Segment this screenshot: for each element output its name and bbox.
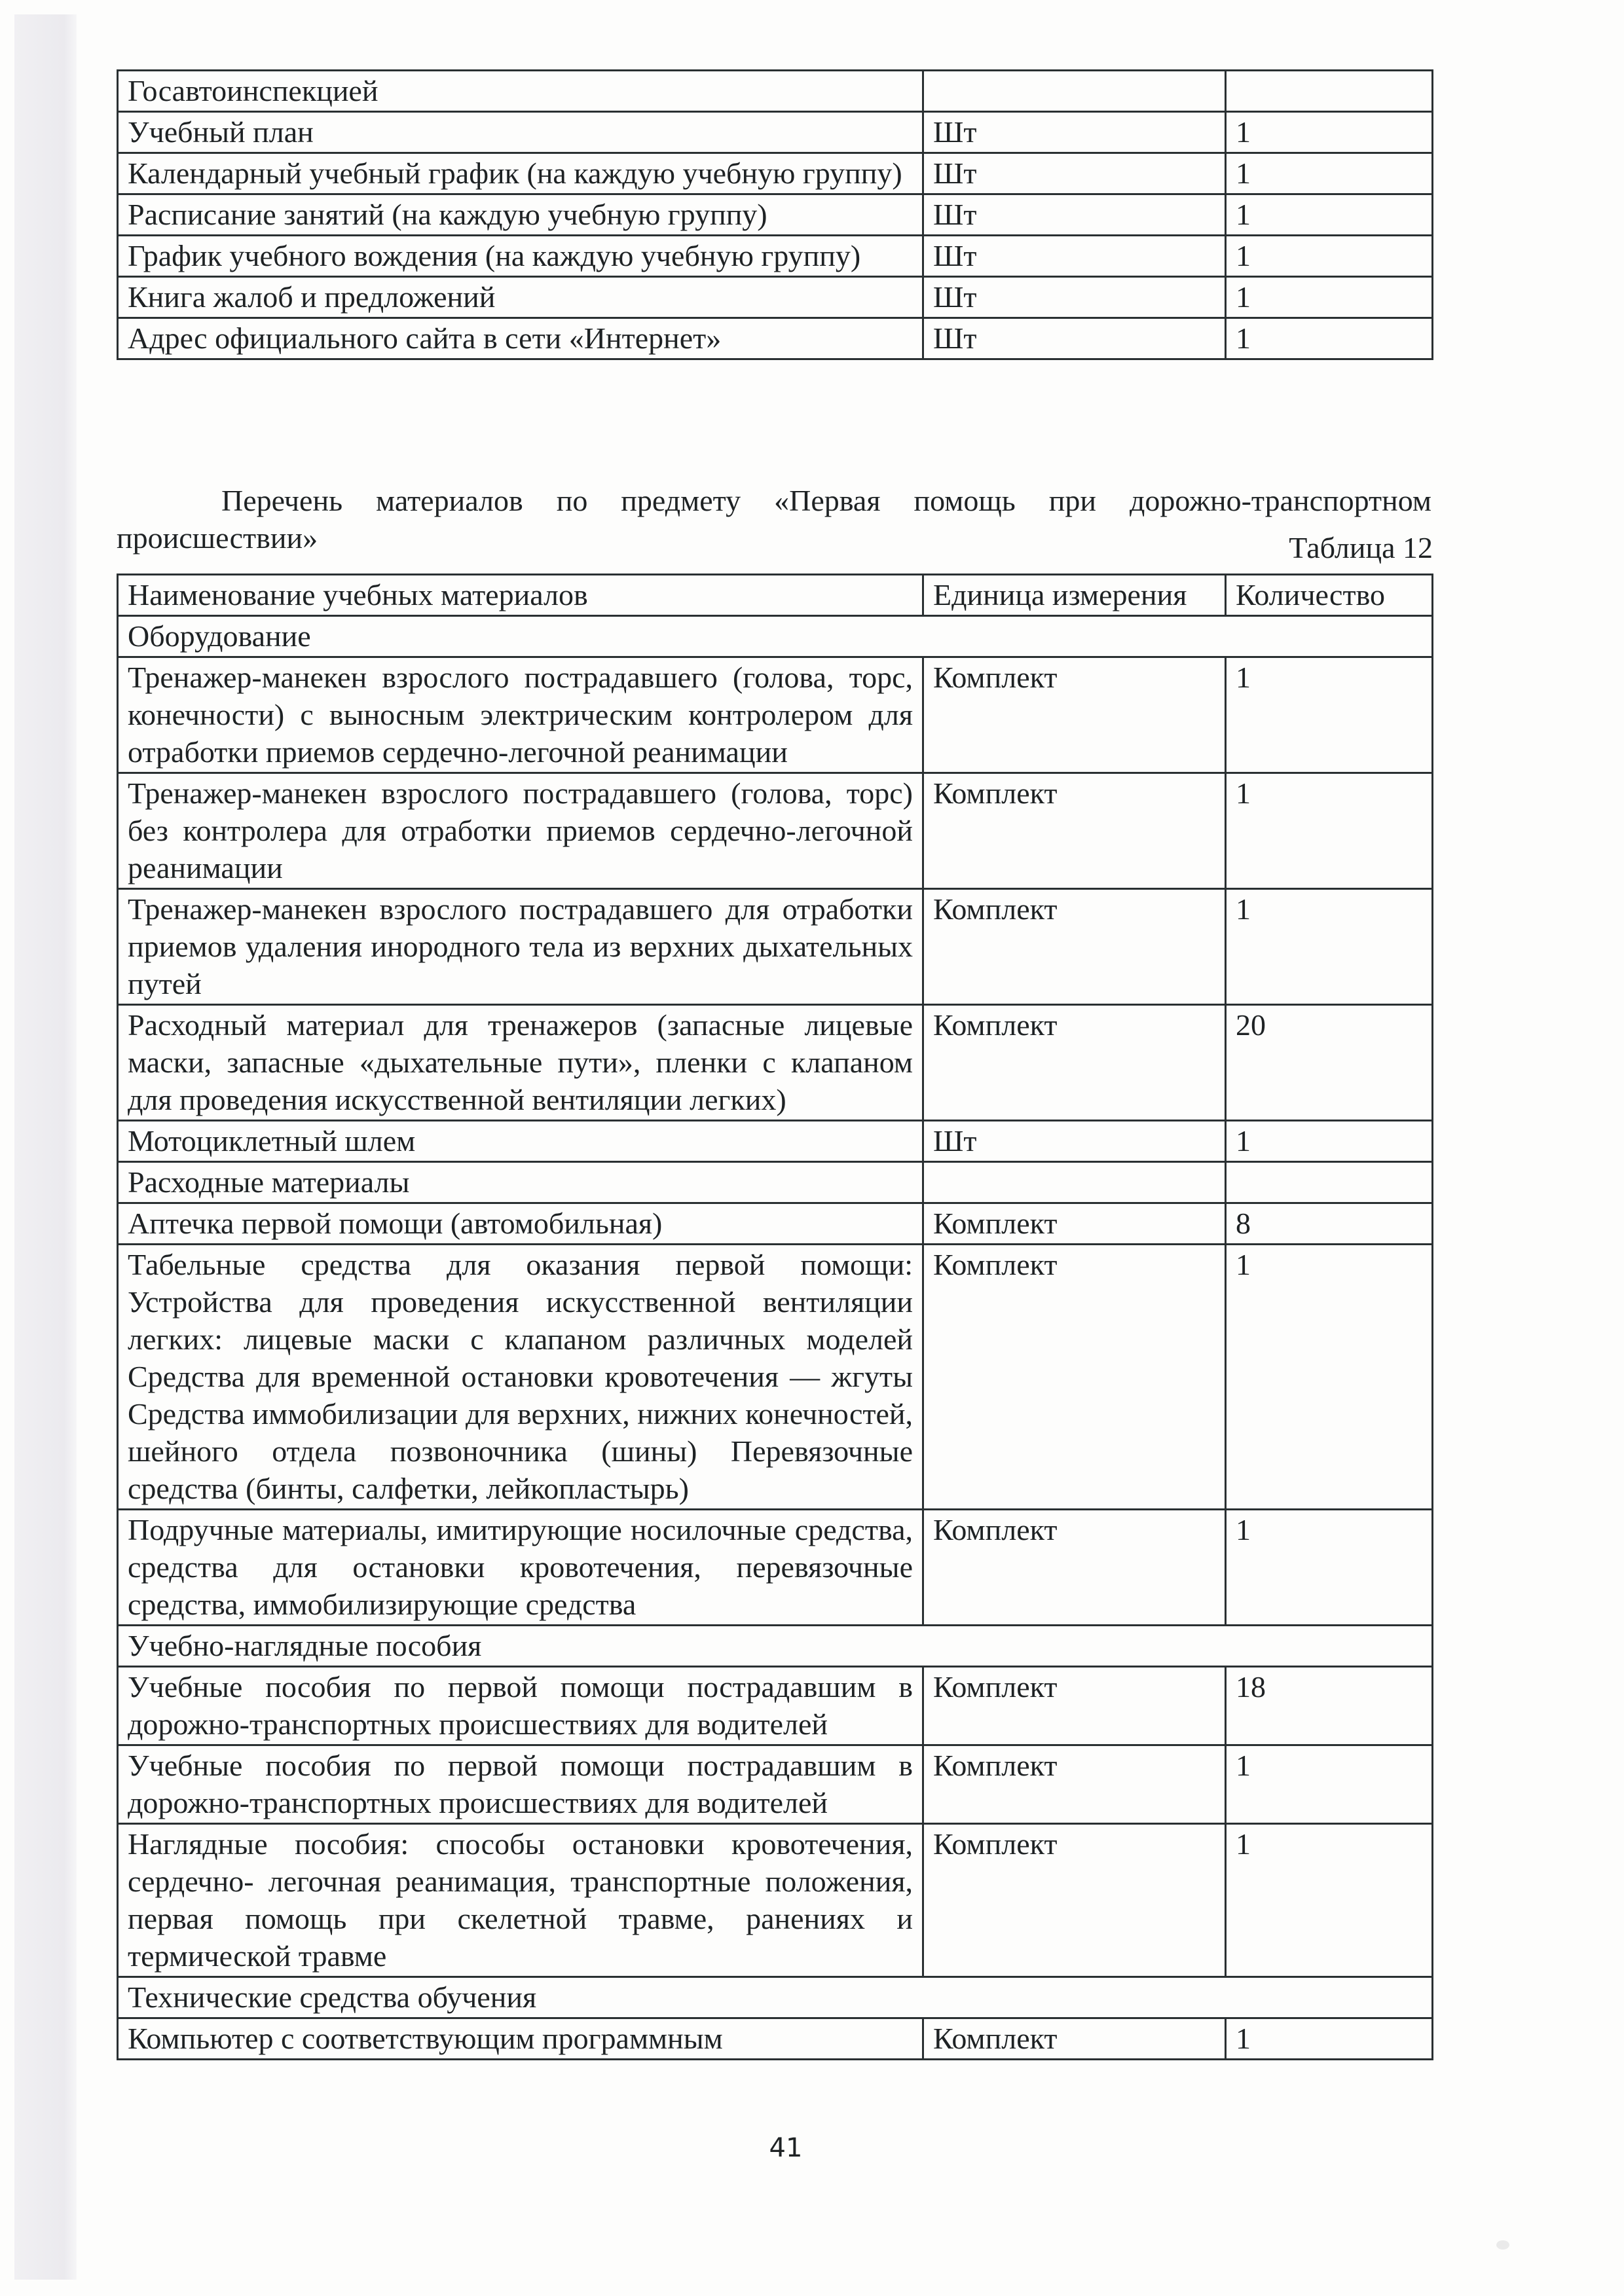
item-unit: Шт [923,277,1226,318]
section-row [118,616,1433,657]
item-unit: Шт [923,112,1226,153]
table-row [118,318,1433,359]
item-quantity: 8 [1226,1203,1433,1245]
item-quantity: 1 [1226,1245,1433,1510]
header-quantity: Количество [1226,575,1433,616]
table-row [118,236,1433,277]
item-name: Книга жалоб и предложений [118,277,923,318]
item-name: Тренажер-манекен взрослого пострадавшего (голова, торс, конечности) с выносным электрическим контролером для отработки приемов сердечно-легочной реанимации [118,657,923,773]
item-unit: Комплект [923,2018,1226,2060]
item-quantity: 1 [1226,194,1433,236]
section-row [118,1162,1433,1203]
item-name: Расписание занятий (на каждую учебную группу) [118,194,923,236]
item-quantity: 20 [1226,1005,1433,1121]
item-quantity: 1 [1226,2018,1433,2060]
section-title: Учебно-наглядные пособия [118,1626,1433,1667]
item-name: Тренажер-манекен взрослого пострадавшего (голова, торс) без контролера для отработки приемов сердечно-легочной реанимации [118,773,923,889]
item-unit: Комплект [923,1005,1226,1121]
item-unit: Шт [923,236,1226,277]
item-name: Аптечка первой помощи (автомобильная) [118,1203,923,1245]
item-unit: Комплект [923,773,1226,889]
scan-speck [1496,2240,1509,2250]
item-name: Учебные пособия по первой помощи пострадавшим в дорожно-транспортных происшествиях для водителей [118,1667,923,1745]
table-row [118,71,1433,112]
item-name: Учебные пособия по первой помощи пострадавшим в дорожно-транспортных происшествиях для водителей [118,1745,923,1824]
item-unit: Комплект [923,1203,1226,1245]
empty-cell [923,1162,1226,1203]
header-name: Наименование учебных материалов [118,575,923,616]
item-unit: Шт [923,194,1226,236]
item-name: Расходный материал для тренажеров (запасные лицевые маски, запасные «дыхательные пути», пленки с клапаном для проведения искусственной вентиляции легких) [118,1005,923,1121]
section-title: Расходные материалы [118,1162,923,1203]
item-name: Мотоциклетный шлем [118,1121,923,1162]
table-caption: Таблица 12 [1289,531,1433,564]
item-name: Адрес официального сайта в сети «Интернет» [118,318,923,359]
table-row [118,277,1433,318]
table-row [118,1824,1433,1977]
item-quantity: 1 [1226,1121,1433,1162]
table-row [118,1121,1433,1162]
section-intro-text: Перечень материалов по предмету «Первая помощь при дорожно-транспортном происшествии» [117,484,1431,555]
table-row [118,889,1433,1005]
section-title: Технические средства обучения [118,1977,1433,2018]
table-row [118,1745,1433,1824]
item-quantity: 1 [1226,236,1433,277]
table-row [118,773,1433,889]
item-name: Компьютер с соответствующим программным [118,2018,923,2060]
table-row [118,657,1433,773]
item-quantity: 1 [1226,318,1433,359]
table-row [118,194,1433,236]
item-unit: Комплект [923,889,1226,1005]
section-row [118,1626,1433,1667]
item-name: Тренажер-манекен взрослого пострадавшего для отработки приемов удаления инородного тела из верхних дыхательных путей [118,889,923,1005]
table-row [118,1667,1433,1745]
table-row [118,153,1433,194]
table-row [118,1203,1433,1245]
item-quantity: 1 [1226,277,1433,318]
header-unit: Единица измерения [923,575,1226,616]
table-row [118,1245,1433,1510]
table-row [118,112,1433,153]
empty-cell [1226,1162,1433,1203]
scan-shadow [14,14,77,2280]
item-quantity: 1 [1226,1824,1433,1977]
item-unit: Комплект [923,1510,1226,1626]
item-quantity: 1 [1226,153,1433,194]
item-quantity: 1 [1226,112,1433,153]
item-quantity: 18 [1226,1667,1433,1745]
item-unit: Шт [923,153,1226,194]
item-quantity: 1 [1226,889,1433,1005]
item-name: Табельные средства для оказания первой помощи: Устройства для проведения искусственной вентиляции легких: лицевые маски с клапаном различных моделей Средства для временной остановки кровотечения — жгуты Средства иммобилизации для верхних, нижних конечностей, шейного отдела позвоночника (шины) Перевязочные средства (бинты, салфетки, лейкопластырь) [118,1245,923,1510]
item-quantity: 1 [1226,1745,1433,1824]
table-row [118,1510,1433,1626]
item-unit: Шт [923,318,1226,359]
item-unit: Комплект [923,1667,1226,1745]
section-row [118,1977,1433,2018]
item-name: Подручные материалы, имитирующие носилочные средства, средства для остановки кровотечения, перевязочные средства, иммобилизирующие средства [118,1510,923,1626]
first-aid-materials-table [117,574,1433,2060]
item-name: Календарный учебный график (на каждую учебную группу) [118,153,923,194]
page-number: 41 [769,2133,803,2163]
table-header-row [118,575,1433,616]
item-quantity [1226,71,1433,112]
item-unit: Комплект [923,657,1226,773]
item-name: Наглядные пособия: способы остановки кровотечения, сердечно- легочная реанимация, транспортные положения, первая помощь при скелетной травме, ранениях и термической травме [118,1824,923,1977]
continued-documents-table [117,69,1433,360]
item-quantity: 1 [1226,1510,1433,1626]
item-unit: Комплект [923,1824,1226,1977]
table-row [118,2018,1433,2060]
item-quantity: 1 [1226,657,1433,773]
table-row [118,1005,1433,1121]
item-quantity: 1 [1226,773,1433,889]
item-name: График учебного вождения (на каждую учебную группу) [118,236,923,277]
item-name: Учебный план [118,112,923,153]
item-name: Госавтоинспекцией [118,71,923,112]
item-unit [923,71,1226,112]
section-title: Оборудование [118,616,1433,657]
item-unit: Комплект [923,1745,1226,1824]
item-unit: Шт [923,1121,1226,1162]
item-unit: Комплект [923,1245,1226,1510]
